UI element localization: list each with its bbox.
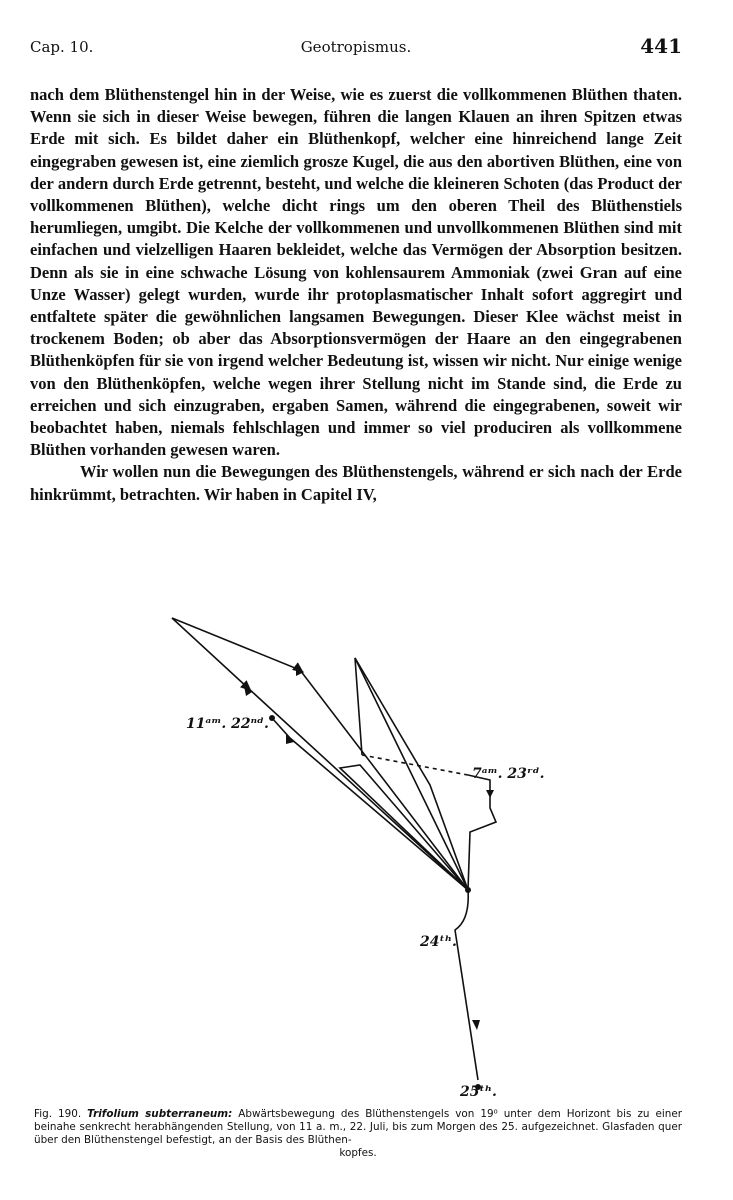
label-7am-23rd: 7ᵃᵐ. 23ʳᵈ.: [472, 766, 545, 782]
running-title: Geotropismus.: [300, 38, 412, 56]
caption-number: Fig. 190.: [34, 1108, 82, 1120]
movement-tracing-diagram: [0, 600, 733, 1105]
arrowhead: [472, 1020, 480, 1030]
arrowhead: [286, 734, 294, 744]
caption-last-line: kopfes.: [339, 1147, 377, 1159]
trace-line: [355, 658, 468, 890]
trace-point: [465, 887, 471, 893]
arrowhead: [486, 790, 494, 798]
paragraph: nach dem Blüthenstengel hin in der Weise, wie es zuerst die vollkommenen Blüthen thaten. Wenn sie sich in dieser Weise bewegen, führen die langen Klauen an ihren Spitzen etwas Erde mit sich. Es bildet daher ein Blüthenkopf, welcher eine hinreichend lange Zeit eingegraben gewesen ist, eine ziemlich grosze Kugel, die aus den abortiven Blüthen, eine von der andern durch Erde getrennt, besteht, und welche die kleineren Schoten (das Product der vollkommenen Blüthen), welche dicht rings um den oberen Theil des Blüthenstiels herumliegen, umgibt. Die Kelche der vollkommenen und unvollkommenen Blüthen sind mit einfachen und vielzelligen Haaren bekleidet, welche das Vermögen der Absorption besitzen. Denn als sie in eine schwache Lösung von kohlensaurem Ammoniak (zwei Gran auf eine Unze Wasser) gelegt wurden, wurde ihr protoplasmatischer Inhalt sofort aggregirt und entfaltete später die gewöhnlichen langsamen Bewegungen. Dieser Klee wächst meist in trockenem Boden; ob aber das Absorptionsvermögen der Haare an den eingegrabenen Blüthenköpfen für sie von irgend welcher Bedeutung ist, wissen wir nicht. Nur einige wenige von den Blüthenköpfen, welche wegen ihrer Stellung nicht im Stande sind, die Erde zu erreichen und sich einzugraben, ergaben Samen, während die eingegrabenen, soweit wir beobachtet haben, niemals fehlschlagen und immer so viel produciren als vollkommene Blüthen vorhanden gewesen waren.: [30, 85, 682, 460]
figure-190: [0, 600, 733, 1105]
figure-caption: [34, 1108, 682, 1160]
label-24th: 24ᵗʰ.: [420, 934, 457, 950]
paragraph: Wir wollen nun die Bewegungen des Blüthenstengels, während er sich nach der Erde hinkrümmt, betrachten. Wir haben in Capitel IV,: [30, 462, 682, 504]
trace-line: [455, 890, 478, 1080]
trace-line: [272, 718, 468, 890]
label-25th: 25ᵗʰ.: [460, 1084, 497, 1100]
page-number: 441: [640, 34, 682, 58]
page-header: [30, 34, 682, 64]
caption-species: Trifolium subterraneum:: [87, 1108, 233, 1120]
chapter-label: Cap. 10.: [30, 38, 94, 56]
body-text: [30, 84, 682, 506]
caption-text: Abwärtsbewegung des Blüthenstengels von 19⁰ unter dem Horizont bis zu einer beinahe senkrecht herabhängenden Stellung, von 11 a. m., 22. Juli, bis zum Morgen des 25. aufgezeichnet. Glasfaden quer über den Blüthenstengel befestigt, an der Basis des Blüthen-: [34, 1108, 683, 1146]
label-11am-22nd: 11ᵃᵐ. 22ⁿᵈ.: [186, 716, 269, 732]
trace-point: [269, 715, 275, 721]
trace-line: [340, 765, 468, 890]
trace-line: [172, 618, 468, 890]
